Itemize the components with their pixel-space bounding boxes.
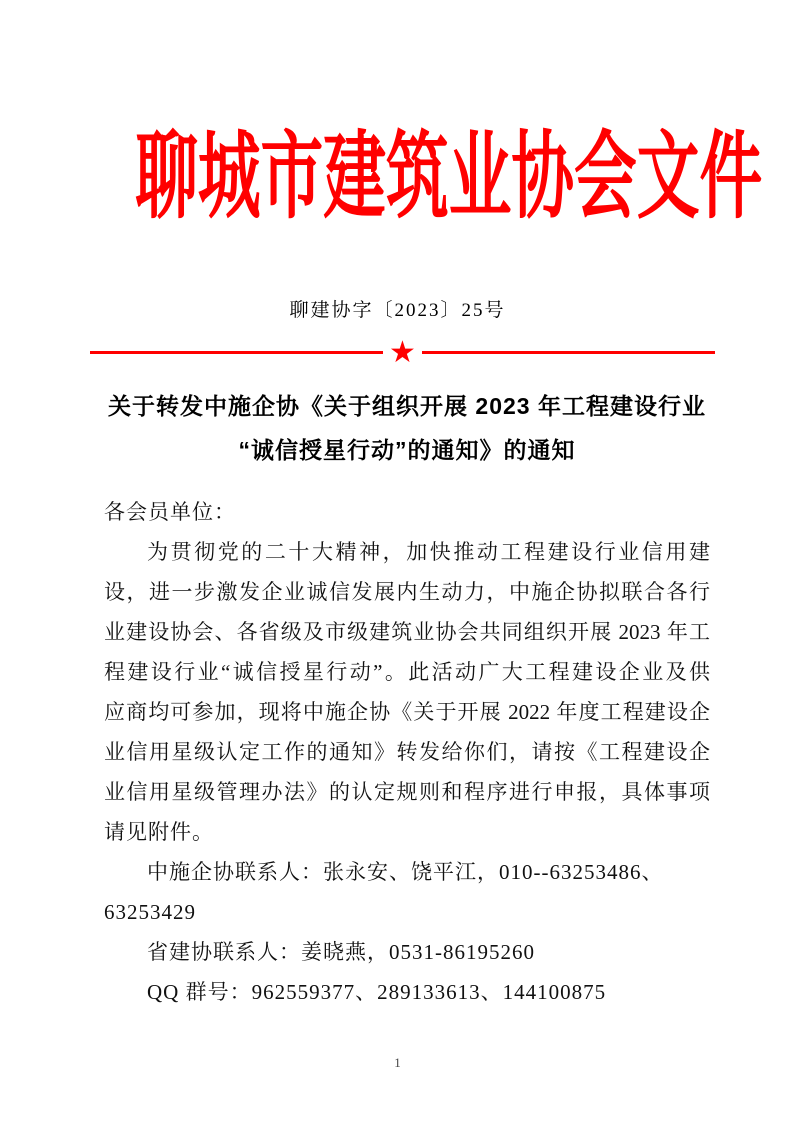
body-text-line: QQ 群号：962559377、289133613、144100875 bbox=[147, 980, 607, 1004]
body-text-line: 程建设行业“诚信授星行动”。此活动广大工程建设企业及供 bbox=[104, 660, 710, 684]
divider-line-left bbox=[90, 351, 383, 354]
body-text-line: 应商均可参加，现将中施企协《关于开展 2022 年度工程建设企 bbox=[104, 700, 710, 724]
document-reference-number: 聊建协字〔2023〕25号 bbox=[289, 300, 506, 321]
body-text-line: 63253429 bbox=[104, 900, 196, 924]
body-text-line: 业信用星级管理办法》的认定规则和程序进行申报，具体事项 bbox=[104, 780, 710, 804]
document-title-line2: “诚信授星行动”的通知》的通知 bbox=[238, 437, 576, 463]
star-icon: ★ bbox=[389, 335, 416, 370]
body-text-line: 各会员单位： bbox=[104, 500, 236, 524]
document-body bbox=[104, 492, 710, 1012]
body-text-line: 省建协联系人：姜晓燕，0531-86195260 bbox=[147, 940, 535, 964]
page-number: 1 bbox=[394, 1055, 401, 1070]
document-title bbox=[104, 384, 710, 472]
body-text-line: 业建设协会、各省级及市级建筑业协会共同组织开展 2023 年工 bbox=[104, 620, 710, 644]
divider-line-right bbox=[422, 351, 715, 354]
body-text-line: 为贯彻党的二十大精神，加快推动工程建设行业信用建 bbox=[147, 540, 710, 564]
body-text-line: 中施企协联系人：张永安、饶平江，010--63253486、 bbox=[147, 860, 664, 884]
body-text-line: 业信用星级认定工作的通知》转发给你们，请按《工程建设企 bbox=[104, 740, 710, 764]
letterhead-org-title: 聊城市建筑业协会文件 bbox=[135, 124, 763, 230]
red-divider-rule bbox=[90, 335, 715, 370]
body-text-line: 设，进一步激发企业诚信发展内生动力，中施企协拟联合各行 bbox=[104, 580, 710, 604]
document-title-line1: 关于转发中施企协《关于组织开展 2023 年工程建设行业 bbox=[108, 393, 706, 419]
body-text-line: 请见附件。 bbox=[104, 820, 214, 844]
